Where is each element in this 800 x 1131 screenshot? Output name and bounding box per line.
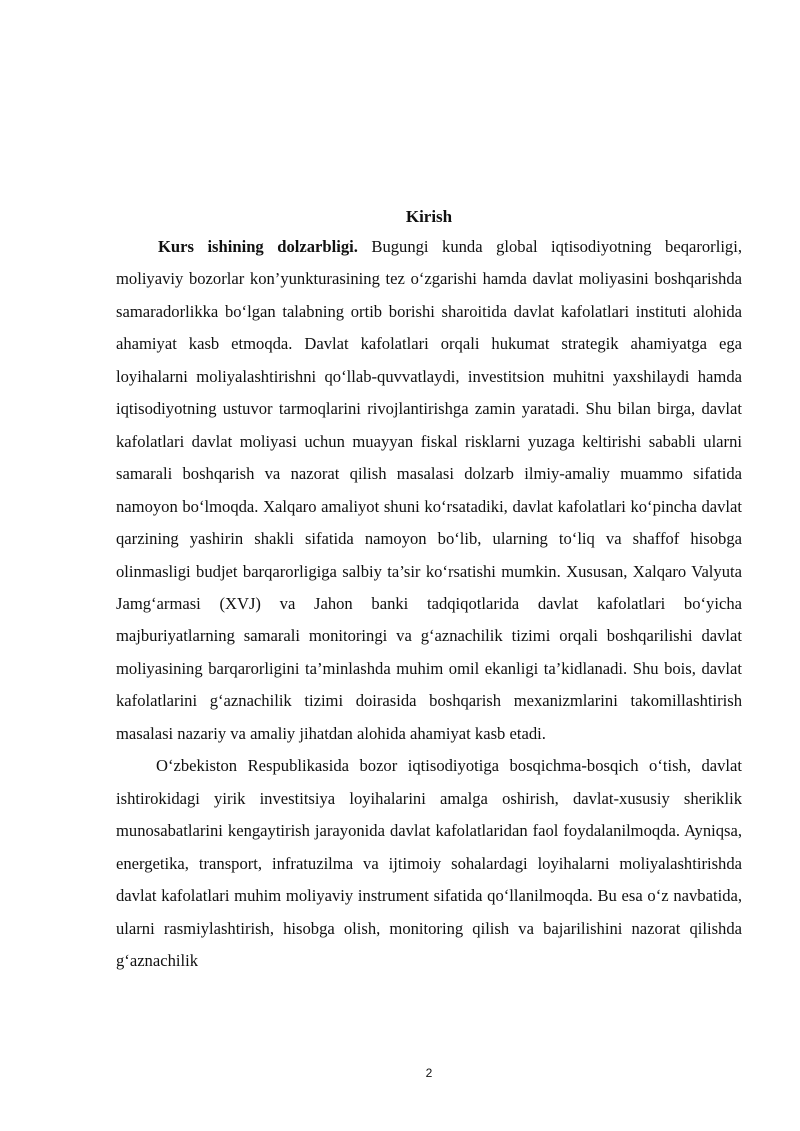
- paragraph-text: Bugungi kunda global iqtisodiyotning beqarorligi, moliyaviy bozorlar kon’yunkturasining tez o‘zgarishi hamda davlat moliyasini boshqarishda samaradorlikka bo‘lgan talabning ortib borishi sharoitida davlat kafolatlari instituti alohida ahamiyat kasb etmoqda. Davlat kafolatlari orqali hukumat strategik ahamiyatga ega loyihalarni moliyalashtirishni qo‘llab-quvvatlaydi, investitsion muhitni yaxshilaydi hamda iqtisodiyotning ustuvor tarmoqlarini rivojlantirishga zamin yaratadi. Shu bilan birga, davlat kafolatlari davlat moliyasi uchun muayyan fiskal risklarni yuzaga keltirishi sababli ularni samarali boshqarish va nazorat qilish masalasi dolzarb ilmiy-amaliy muammo sifatida namoyon bo‘lmoqda. Xalqaro amaliyot shuni ko‘rsatadiki, davlat kafolatlari ko‘pincha davlat qarzining yashirin shakli sifatida namoyon bo‘lib, ularning to‘liq va shaffof hisobga olinmasligi budjet barqarorligiga salbiy ta’sir ko‘rsatishi mumkin. Xususan, Xalqaro Valyuta Jamg‘armasi (XVJ) va Jahon banki tadqiqotlarida davlat kafolatlari bo‘yicha majburiyatlarning samarali monitoringi va g‘aznachilik tizimi orqali boshqarilishi davlat moliyasining barqarorligini ta’minlashda muhim omil ekanligi ta’kidlanadi. Shu bois, davlat kafolatlarini g‘aznachilik tizimi doirasida boshqarish mexanizmlarini takomillashtirish masalasi nazariy va amaliy jihatdan alohida ahamiyat kasb etadi.: [116, 237, 742, 743]
- page-title: Kirish: [405, 207, 453, 226]
- paragraph-relevance: [116, 231, 742, 750]
- paragraph-uzbekistan: O‘zbekiston Respublikasida bozor iqtisodiyotiga bosqichma-bosqich o‘tish, davlat ishtirokidagi yirik investitsiya loyihalarini amalga oshirish, davlat-xususiy sheriklik munosabatlarini kengaytirish jarayonida davlat kafolatlaridan faol foydalanilmoqda. Ayniqsa, energetika, transport, infratuzilma va ijtimoiy sohalardagi loyihalarni moliyalashtirishda davlat kafolatlari muhim moliyaviy instrument sifatida qo‘llanilmoqda. Bu esa o‘z navbatida, ularni rasmiylashtirish, hisobga olish, monitoring qilish va bajarilishini nazorat qilishda g‘aznachilik: [116, 756, 742, 970]
- paragraph-lead: Kurs ishining dolzarbligi.: [158, 237, 358, 256]
- page-number: 2: [425, 1066, 433, 1080]
- body-text: [116, 231, 742, 977]
